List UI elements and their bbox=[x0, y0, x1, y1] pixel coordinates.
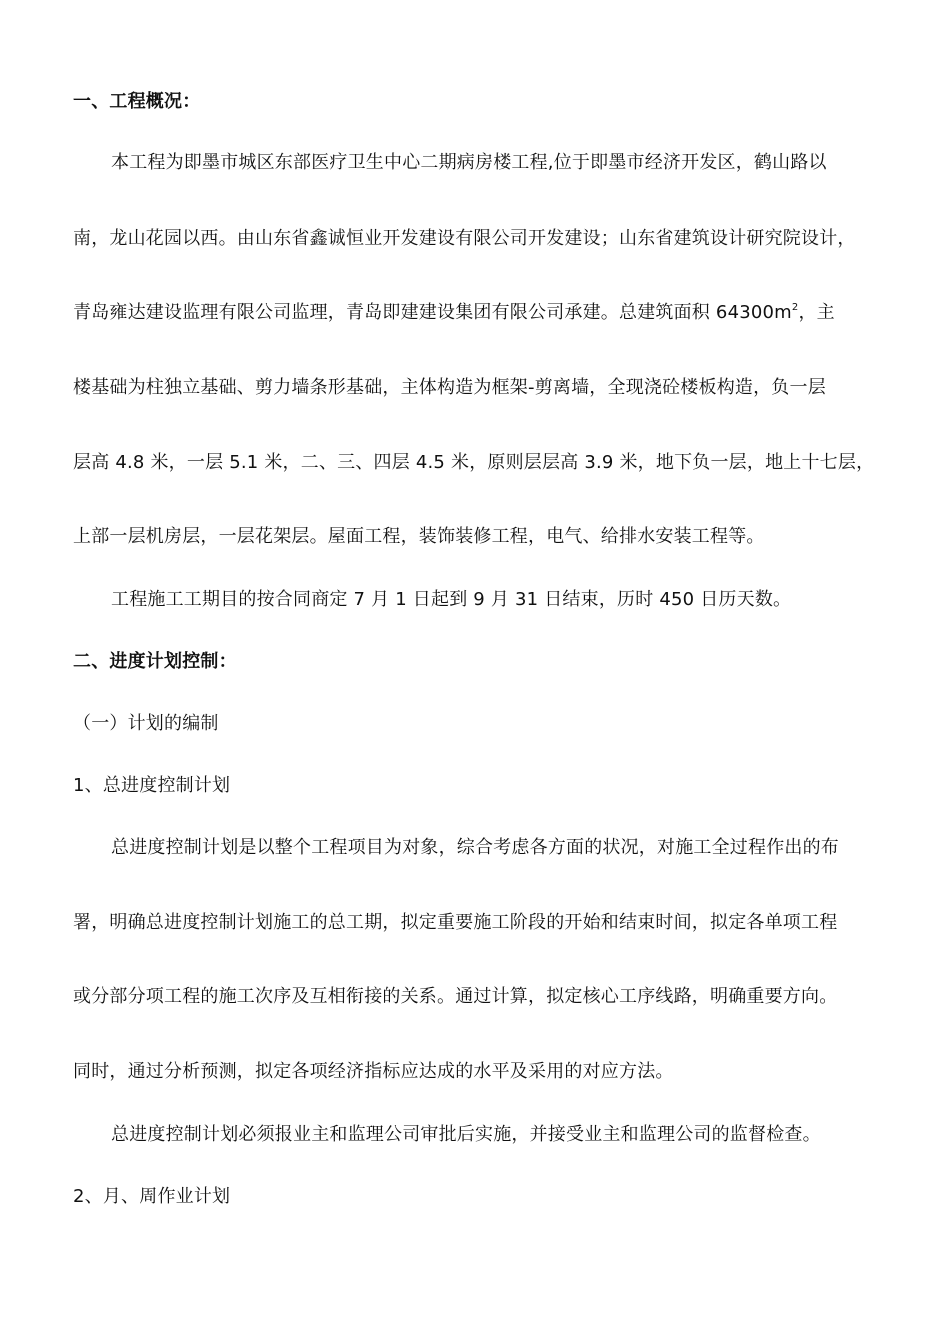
section-heading-schedule: 二、进度计划控制： bbox=[73, 651, 237, 672]
paragraph-line: 本工程为即墨市城区东部医疗卫生中心二期病房楼工程,位于即墨市经济开发区，鹤山路以 bbox=[111, 152, 827, 173]
paragraph-text: 青岛雍达建设监理有限公司监理，青岛即建建设集团有限公司承建。总建筑面积 64300m bbox=[73, 302, 792, 323]
superscript-unit: 2 bbox=[791, 302, 799, 313]
paragraph-text: ，主 bbox=[798, 302, 835, 323]
paragraph-line: 楼基础为柱独立基础、剪力墙条形基础，主体构造为框架-剪离墙，全现浇砼楼板构造，负一层 bbox=[73, 377, 826, 398]
item-heading: 2、月、周作业计划 bbox=[73, 1186, 231, 1207]
paragraph-line: 工程施工工期目的按合同商定 7 月 1 日起到 9 月 31 日结束，历时 450 日历天数。 bbox=[111, 589, 792, 610]
paragraph-line: 上部一层机房层，一层花架层。屋面工程，装饰装修工程，电气、给排水安装工程等。 bbox=[73, 526, 765, 547]
subsection-heading: （一）计划的编制 bbox=[73, 713, 219, 734]
paragraph-line: 署，明确总进度控制计划施工的总工期，拟定重要施工阶段的开始和结束时间，拟定各单项工程 bbox=[73, 912, 838, 933]
paragraph-line: 或分部分项工程的施工次序及互相衔接的关系。通过计算，拟定核心工序线路，明确重要方向。 bbox=[73, 986, 838, 1007]
item-heading: 1、总进度控制计划 bbox=[73, 775, 231, 796]
paragraph-line: 同时，通过分析预测，拟定各项经济指标应达成的水平及采用的对应方法。 bbox=[73, 1061, 674, 1082]
paragraph-line: 总进度控制计划必须报业主和监理公司审批后实施，并接受业主和监理公司的监督检查。 bbox=[111, 1124, 821, 1145]
paragraph-line: 层高 4.8 米，一层 5.1 米，二、三、四层 4.5 米，原则层层高 3.9 米，地下负一层，地上十七层， bbox=[73, 452, 875, 473]
paragraph-line: 总进度控制计划是以整个工程项目为对象，综合考虑各方面的状况，对施工全过程作出的布 bbox=[111, 837, 839, 858]
section-heading-overview: 一、工程概况： bbox=[73, 91, 201, 112]
paragraph-line-area bbox=[73, 301, 835, 325]
paragraph-line: 南，龙山花园以西。由山东省鑫诚恒业开发建设有限公司开发建设；山东省建筑设计研究院设计， bbox=[73, 228, 856, 249]
